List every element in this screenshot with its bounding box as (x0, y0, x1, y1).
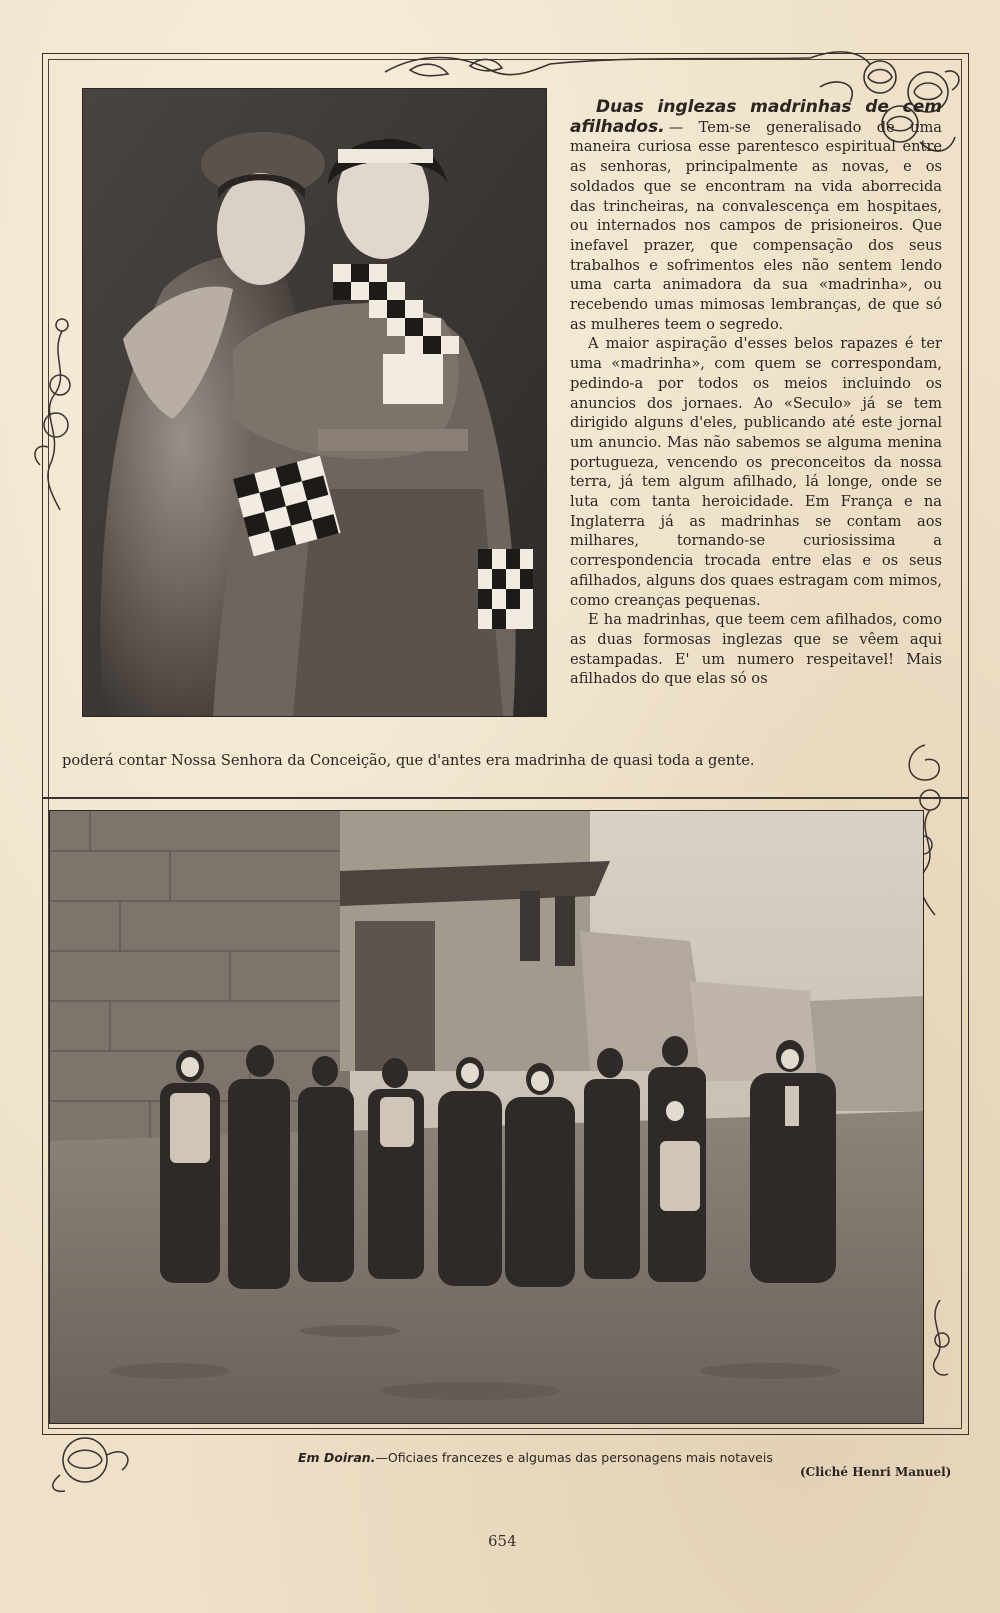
section-divider (42, 797, 968, 799)
caption-text: —Oficiaes francezes e algumas das personagens mais notaveis (375, 1450, 773, 1465)
photo-doiran-group-image (50, 811, 923, 1423)
photo-credit: (Cliché Henri Manuel) (800, 1465, 952, 1479)
article-body (570, 98, 942, 689)
article-paragraph-3: E ha madrinhas, que teem cem afilhados, como as duas formosas inglezas que se vêem aqui estampadas. E' um numero respeitavel! Mais afilhados do que elas só os (570, 611, 942, 688)
scroll-ornament-bottom-left-icon (40, 1425, 140, 1495)
article-headline: Duas inglezas madrinhas de cem afilhados. (570, 97, 942, 137)
vine-ornament-bottom-right-icon (920, 1300, 960, 1380)
photo-two-english-women-image (83, 89, 546, 716)
photo-doiran-group (49, 810, 924, 1424)
caption-place: Em Doiran. (298, 1450, 376, 1465)
article-tail-line: poderá contar Nossa Senhora da Conceição, que d'antes era madrinha de quasi toda a gente. (62, 752, 755, 769)
vine-ornament-left-icon (30, 315, 80, 515)
article-paragraph-2: A maior aspiração d'esses belos rapazes é ter uma «madrinha», com quem se correspondam, pedindo-a por todos os meios incluindo os anuncios dos jornaes. Ao «Seculo» já se tem dirigido alguns d'eles, publicando até este jornal um anuncio. Mas não sabemos se alguma menina portugueza, vencendo os preconceitos da nossa terra, já tem algum afilhado, lá longe, onde se luta com tanta heroicidade. Em França e na Inglaterra já as madrinhas se contam aos milhares, tornando-se curiosissima a correspondencia trocada entre elas e os seus afilhados, alguns dos quaes estragam com mimos, como creanças pequenas. (570, 335, 942, 609)
photo-caption (298, 1450, 958, 1465)
article-lead-paragraph (570, 98, 942, 334)
photo-two-english-women (82, 88, 547, 717)
page-number: 654 (488, 1532, 517, 1550)
article-lead-text: — Tem-se generalisado de uma maneira curiosa esse parentesco espiritual entre as senhoras, principalmente as novas, e os soldados que se encontram na vida aborrecida das trincheiras, na convalescença em hospitaes, ou internados nos campos de prisioneiros. Que inefavel prazer, que compensação dos seus trabalhos e sofrimentos eles não sentem lendo uma carta animadora da sua «madrinha», ou recebendo umas mimosas lembranças, de que só as mulheres teem o segredo. (570, 118, 942, 333)
